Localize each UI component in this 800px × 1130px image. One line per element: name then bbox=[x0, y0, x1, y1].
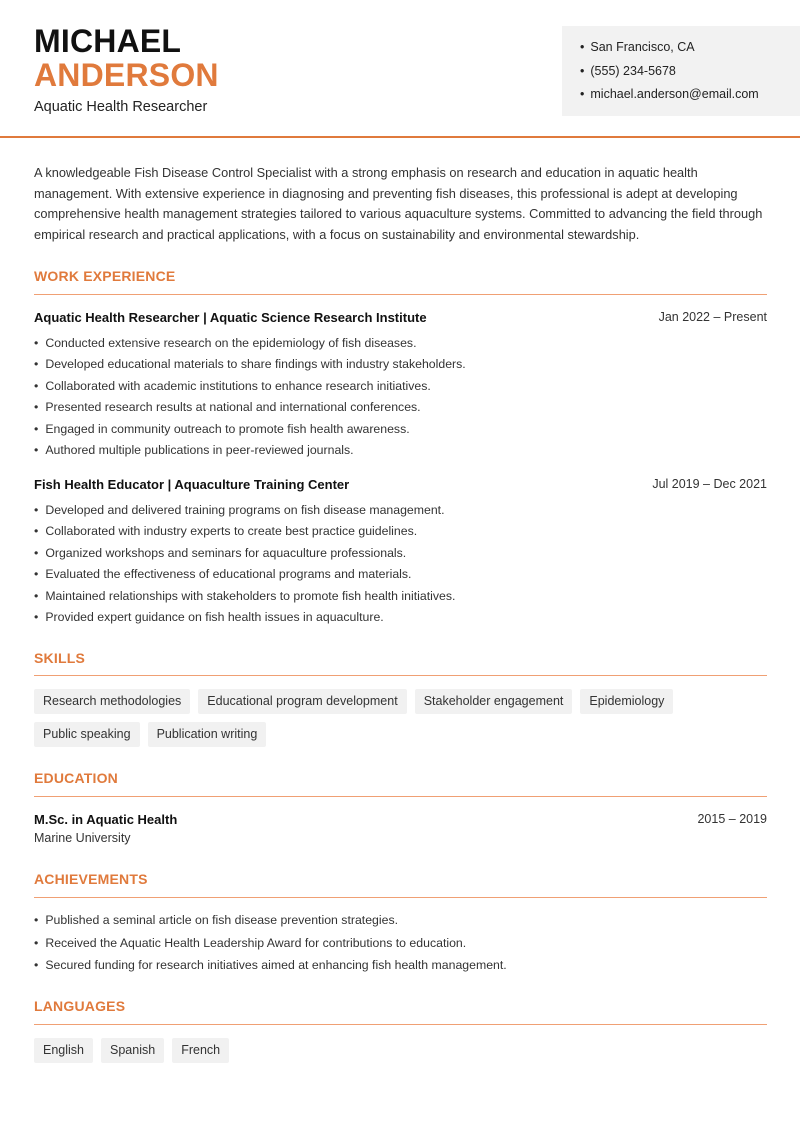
job-header bbox=[34, 477, 767, 492]
list-item: • Developed educational materials to share findings with industry stakeholders. bbox=[34, 357, 466, 378]
job-dates: Jul 2019 – Dec 2021 bbox=[652, 477, 767, 491]
contact-phone: • (555) 234-5678 bbox=[580, 64, 759, 88]
language-tag: English bbox=[34, 1038, 93, 1063]
list-item: • Published a seminal article on fish disease prevention strategies. bbox=[34, 913, 507, 936]
list-item: • Collaborated with industry experts to create best practice guidelines. bbox=[34, 524, 455, 545]
language-tag: Spanish bbox=[101, 1038, 164, 1063]
section-title-work: WORK EXPERIENCE bbox=[34, 268, 176, 284]
skill-tag: Publication writing bbox=[148, 722, 267, 747]
first-name: MICHAEL bbox=[34, 23, 182, 59]
section-divider bbox=[34, 294, 767, 295]
list-item: • Conducted extensive research on the epidemiology of fish diseases. bbox=[34, 336, 466, 357]
list-item: • Presented research results at national and international conferences. bbox=[34, 400, 466, 421]
skill-tag: Public speaking bbox=[34, 722, 140, 747]
section-divider bbox=[34, 796, 767, 797]
education-school: Marine University bbox=[34, 831, 131, 845]
list-item: • Received the Aquatic Health Leadership Award for contributions to education. bbox=[34, 936, 507, 959]
skill-tag: Epidemiology bbox=[580, 689, 673, 714]
last-name: ANDERSON bbox=[34, 57, 219, 93]
list-item: • Provided expert guidance on fish health issues in aquaculture. bbox=[34, 610, 455, 631]
list-item: • Authored multiple publications in peer-reviewed journals. bbox=[34, 443, 466, 464]
job-title: Fish Health Educator | Aquaculture Training Center bbox=[34, 477, 350, 492]
education-degree: M.Sc. in Aquatic Health bbox=[34, 812, 178, 827]
section-title-skills: SKILLS bbox=[34, 650, 85, 666]
candidate-name bbox=[34, 24, 219, 92]
resume-header bbox=[0, 0, 800, 138]
section-title-languages: LANGUAGES bbox=[34, 998, 126, 1014]
list-item: • Evaluated the effectiveness of educational programs and materials. bbox=[34, 567, 455, 588]
section-title-education: EDUCATION bbox=[34, 770, 118, 786]
section-divider bbox=[34, 1024, 767, 1025]
summary-paragraph: A knowledgeable Fish Disease Control Specialist with a strong emphasis on research and education in aquatic health management. With extensive experience in diagnosing and preventing fish diseases, this professional is adept at developing comprehensive health management strategies tailored to various aquaculture systems. Committed to advancing the field through empirical research and practical applications, with a focus on sustainability and environmental stewardship. bbox=[34, 165, 763, 242]
skill-tag: Educational program development bbox=[198, 689, 406, 714]
contact-email[interactable]: • michael.anderson@email.com bbox=[580, 87, 759, 111]
contact-location: • San Francisco, CA bbox=[580, 40, 759, 64]
section-title-achievements: ACHIEVEMENTS bbox=[34, 871, 148, 887]
job-title: Aquatic Health Researcher | Aquatic Science Research Institute bbox=[34, 310, 427, 325]
section-divider bbox=[34, 897, 767, 898]
achievements-list bbox=[34, 913, 507, 981]
list-item: • Engaged in community outreach to promote fish health awareness. bbox=[34, 422, 466, 443]
list-item: • Maintained relationships with stakeholders to promote fish health initiatives. bbox=[34, 589, 455, 610]
job-dates: Jan 2022 – Present bbox=[658, 310, 767, 324]
candidate-title: Aquatic Health Researcher bbox=[34, 99, 208, 115]
contact-list bbox=[580, 40, 759, 111]
job-bullet-list bbox=[34, 503, 455, 631]
job-bullet-list bbox=[34, 336, 466, 464]
list-item: • Secured funding for research initiatives aimed at enhancing fish health management. bbox=[34, 958, 507, 981]
skills-tags bbox=[34, 689, 774, 747]
language-tags bbox=[34, 1038, 774, 1063]
list-item: • Collaborated with academic institutions to enhance research initiatives. bbox=[34, 379, 466, 400]
list-item: • Organized workshops and seminars for aquaculture professionals. bbox=[34, 546, 455, 567]
skill-tag: Stakeholder engagement bbox=[415, 689, 573, 714]
education-dates: 2015 – 2019 bbox=[697, 812, 767, 826]
language-tag: French bbox=[172, 1038, 229, 1063]
job-header bbox=[34, 310, 767, 325]
list-item: • Developed and delivered training programs on fish disease management. bbox=[34, 503, 455, 524]
contact-box bbox=[562, 26, 800, 116]
skill-tag: Research methodologies bbox=[34, 689, 190, 714]
section-divider bbox=[34, 675, 767, 676]
